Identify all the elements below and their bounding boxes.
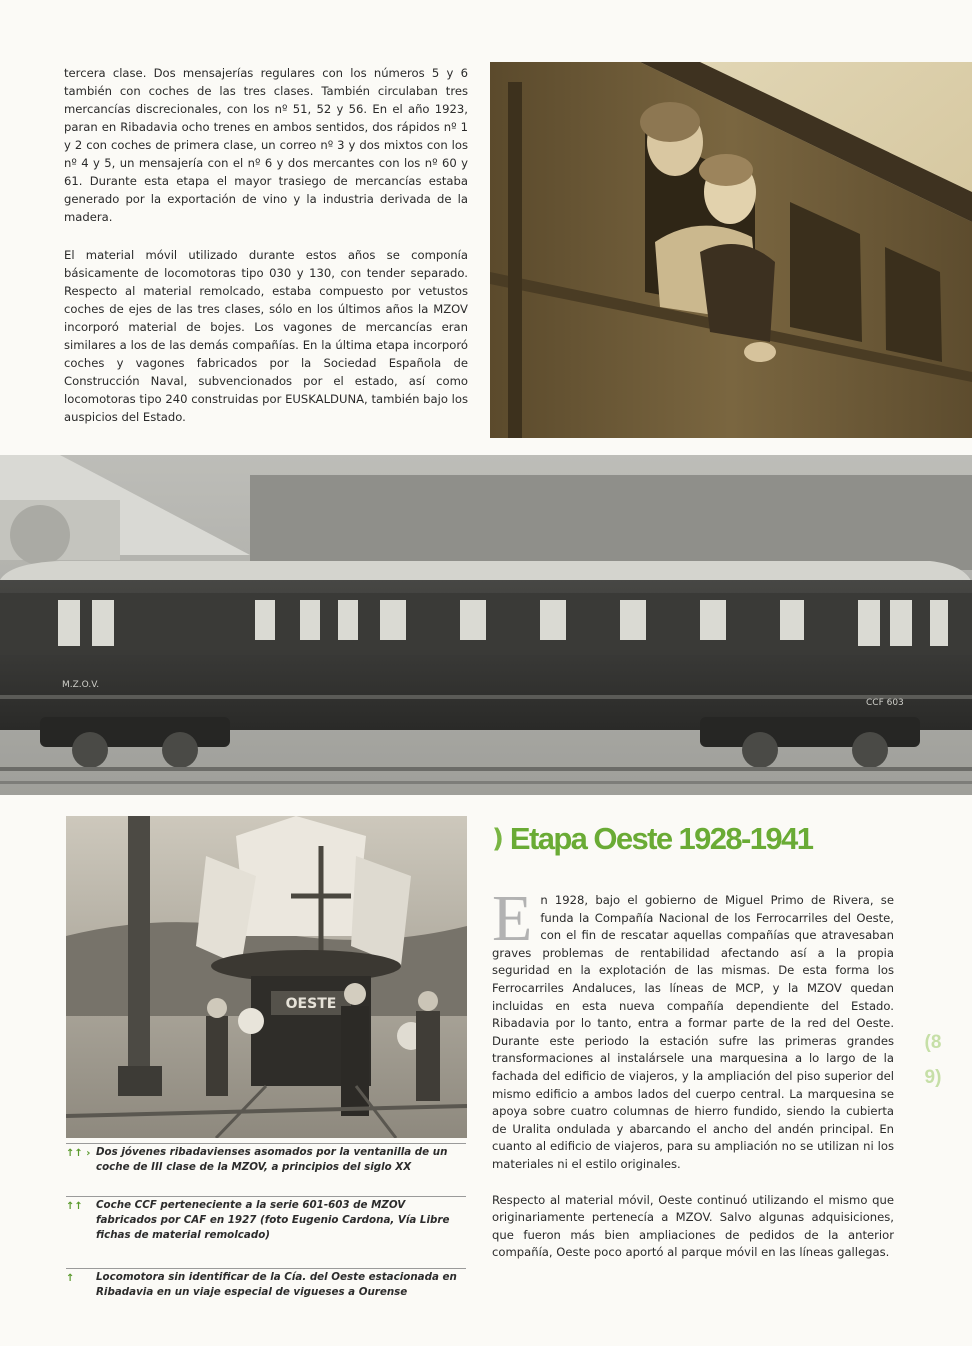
section-paragraph-1 xyxy=(492,882,894,1174)
up-arrow-icon: ↑↑ › xyxy=(66,1148,91,1159)
section-title: Etapa Oeste 1928-1941 xyxy=(509,821,813,856)
caption-text: Locomotora sin identificar de la Cía. del Oeste estacionada en Ribadavia en un viaje especial de vigueses a Ourense xyxy=(96,1271,457,1298)
loco-sign: OESTE xyxy=(285,996,337,1012)
section-paragraph-1-text: n 1928, bajo el gobierno de Miguel Primo de Rivera, se funda la Compañía Nacional de los Ferrocarriles del Oeste, con el fin de rescatar aquellas compañías que atravesaban graves problemas de rentabilidad afectando así a la propia seguridad en la explotación de las mismas. De esta forma los Ferrocarriles Andaluces, las líneas de MCP, y la MZOV quedan incluidas en esta nueva compañía dependiente del Estado. Ribadavia por lo tanto, entra a formar parte de la red del Oeste. Durante este periodo la estación sufre las primeras grandes transformaciones al instalársele una marquesina a lo largo de la fachada del edificio de viajeros, y la ampliación del piso superior del mismo edificio a ambos lados del cuerpo central. La marquesina se apoya sobre cuatro columnas de hierro fundido, siendo la cubierta de Uralita ondulada y abarcando el ancho del andén principal. En cuanto al edificio de viajeros, para su ampliación no se utilizan ni los materiales ni el estilo originales. xyxy=(492,893,894,1171)
caption-women-photo xyxy=(66,1145,466,1175)
railcar-left-marking: M.Z.O.V. xyxy=(62,680,100,690)
section-heading xyxy=(492,816,912,862)
photo-locomotive xyxy=(66,816,467,1138)
up-arrow-icon: ↑↑ xyxy=(66,1201,83,1212)
up-arrow-icon: ↑ xyxy=(66,1273,75,1284)
railcar-right-marking: CCF 603 xyxy=(866,698,904,708)
caption-divider xyxy=(66,1268,466,1269)
caption-text: Dos jóvenes ribadavienses asomados por la ventanilla de un coche de III clase de la MZOV, a principios del siglo XX xyxy=(96,1146,448,1173)
page-number-left: (8 xyxy=(924,1032,942,1053)
caption-divider xyxy=(66,1143,466,1144)
photo-women-at-window xyxy=(490,62,972,438)
photo-railcar xyxy=(0,455,972,795)
intro-paragraph-2: El material móvil utilizado durante estos años se componía básicamente de locomotoras tipo 030 y 130, con tender separado. Respecto al material remolcado, estaba compuesto por vetustos coches de ejes de las tres clases, sólo en los últimos años la MZOV incorporó material de bojes. Los vagones de mercancías eran similares a los de las demás compañías. En la última etapa incorporó coches y vagones fabricados por la Sociedad Española de Construcción Naval, subvencionados por el estado, así como locomotoras tipo 240 construidas por EUSKALDUNA, también bajo los auspicios del Estado. xyxy=(64,248,468,424)
caption-text: Coche CCF perteneciente a la serie 601-603 de MZOV fabricados por CAF en 1927 (foto Eugenio Cardona, Vía Libre fichas de material remolcado) xyxy=(96,1199,450,1241)
caption-railcar-photo xyxy=(66,1198,466,1243)
caption-divider xyxy=(66,1196,466,1197)
section-body xyxy=(492,882,894,1280)
intro-paragraph-1: tercera clase. Dos mensajerías regulares con los números 5 y 6 también con coches de las tres clases. También circulaban tres mercancías discrecionales, con los nº 51, 52 y 56. En el año 1923, paran en Ribadavia ocho trenes en ambos sentidos, dos rápidos nº 1 y 2 con coches de primera clase, un correo nº 3 y dos mixtos con los nº 4 y 5, un mensajería con el nº 6 y dos mercantes con los nº 60 y 61. Durante esta etapa el mayor trasiego de mercancías estaba generado por la exportación de vino y la industria derivada de la madera. xyxy=(64,66,468,224)
caption-locomotive-photo xyxy=(66,1270,466,1300)
heading-bracket-icon: ) xyxy=(492,824,504,854)
dropcap-letter: E xyxy=(492,882,533,955)
intro-text-column xyxy=(64,64,468,446)
section-paragraph-2: Respecto al material móvil, Oeste continuó utilizando el mismo que originariamente pertenecía a MZOV. Salvo algunas adquisiciones, que fueron más bien ampliaciones de pedidos de la anterior compañía, Oeste poco aportó al parque móvil en las líneas gallegas. xyxy=(492,1192,894,1260)
page-number-right: 9) xyxy=(924,1067,942,1088)
